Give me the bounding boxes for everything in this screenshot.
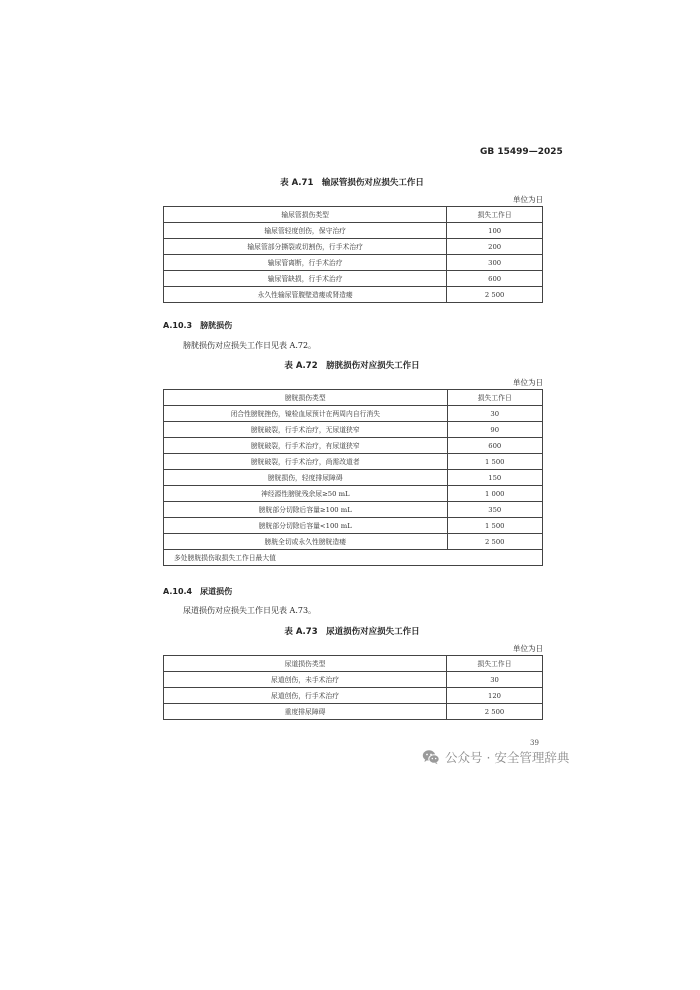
table-a72-caption: 表 A.72 膀胱损伤对应损失工作日 [284, 361, 420, 371]
table-cell: 输尿管离断，行手术治疗 [164, 255, 447, 271]
table-row [164, 688, 543, 704]
table-cell: 100 [447, 223, 543, 239]
table-cell: 输尿管部分撕裂或切割伤，行手术治疗 [164, 239, 447, 255]
table-cell: 膀胱全切或永久性膀胱造瘘 [164, 534, 448, 550]
section-heading-a103: A.10.3 膀胱损伤 [163, 321, 233, 330]
table-a71-caption: 表 A.71 输尿管损伤对应损失工作日 [280, 178, 424, 188]
table-note: 多处膀胱损伤取损失工作日最大值 [164, 550, 543, 566]
table-a72-unit: 单位为日 [513, 378, 543, 387]
standard-number: GB 15499—2025 [480, 147, 563, 157]
table-cell: 膀胱破裂，行手术治疗，尚需改道者 [164, 454, 448, 470]
table-a72 [163, 389, 543, 566]
table-row [164, 223, 543, 239]
table-cell: 1 500 [447, 518, 542, 534]
column-header: 膀胱损伤类型 [164, 390, 448, 406]
table-row [164, 470, 543, 486]
table-cell: 30 [447, 406, 542, 422]
table-row [164, 406, 543, 422]
table-row [164, 704, 543, 720]
table-header-row [164, 656, 543, 672]
watermark [422, 748, 569, 766]
page-number: 39 [530, 739, 539, 747]
table-cell: 输尿管缺损，行手术治疗 [164, 271, 447, 287]
table-row [164, 287, 543, 303]
column-header: 尿道损伤类型 [164, 656, 447, 672]
table-cell: 2 500 [447, 704, 543, 720]
table-row [164, 422, 543, 438]
wechat-icon [422, 749, 440, 765]
watermark-text: 公众号 · 安全管理辞典 [445, 750, 570, 765]
table-cell: 300 [447, 255, 543, 271]
table-row [164, 255, 543, 271]
table-cell: 膀胱破裂，行手术治疗，有尿道狭窄 [164, 438, 448, 454]
table-cell: 尿道创伤，行手术治疗 [164, 688, 447, 704]
table-cell: 神经源性膀胱残余尿≥50 mL [164, 486, 448, 502]
table-a73-caption: 表 A.73 尿道损伤对应损失工作日 [284, 627, 420, 637]
table-cell: 永久性输尿管腹壁造瘘或肾造瘘 [164, 287, 447, 303]
column-header: 输尿管损伤类型 [164, 207, 447, 223]
table-row [164, 534, 543, 550]
table-cell: 30 [447, 672, 543, 688]
table-cell: 2 500 [447, 534, 542, 550]
column-header: 损失工作日 [447, 207, 543, 223]
table-cell: 膀胱损伤，轻度排尿障碍 [164, 470, 448, 486]
table-a71 [163, 206, 543, 303]
table-cell: 输尿管轻度创伤，保守治疗 [164, 223, 447, 239]
section-text-a103: 膀胱损伤对应损失工作日见表 A.72。 [183, 341, 317, 350]
table-cell: 膀胱破裂，行手术治疗，无尿道狭窄 [164, 422, 448, 438]
table-row [164, 486, 543, 502]
table-cell: 2 500 [447, 287, 543, 303]
table-a73-unit: 单位为日 [513, 644, 543, 653]
table-cell: 尿道创伤，未手术治疗 [164, 672, 447, 688]
table-row [164, 502, 543, 518]
table-cell: 600 [447, 271, 543, 287]
table-cell: 1 500 [447, 454, 542, 470]
table-a73 [163, 655, 543, 720]
section-text-a104: 尿道损伤对应损失工作日见表 A.73。 [183, 606, 317, 615]
table-cell: 350 [447, 502, 542, 518]
table-row [164, 438, 543, 454]
table-cell: 90 [447, 422, 542, 438]
table-cell: 120 [447, 688, 543, 704]
table-cell: 150 [447, 470, 542, 486]
column-header: 损失工作日 [447, 390, 542, 406]
column-header: 损失工作日 [447, 656, 543, 672]
table-row [164, 518, 543, 534]
table-cell: 膀胱部分切除后容量≥100 mL [164, 502, 448, 518]
table-header-row [164, 207, 543, 223]
table-header-row [164, 390, 543, 406]
table-note-row [164, 550, 543, 566]
table-row [164, 271, 543, 287]
table-row [164, 239, 543, 255]
table-cell: 200 [447, 239, 543, 255]
table-cell: 重度排尿障碍 [164, 704, 447, 720]
section-heading-a104: A.10.4 尿道损伤 [163, 587, 233, 596]
table-cell: 闭合性膀胱挫伤，镜检血尿预计在两周内自行消失 [164, 406, 448, 422]
table-cell: 1 000 [447, 486, 542, 502]
table-cell: 膀胱部分切除后容量<100 mL [164, 518, 448, 534]
table-a71-unit: 单位为日 [513, 195, 543, 204]
table-row [164, 672, 543, 688]
table-row [164, 454, 543, 470]
table-cell: 600 [447, 438, 542, 454]
